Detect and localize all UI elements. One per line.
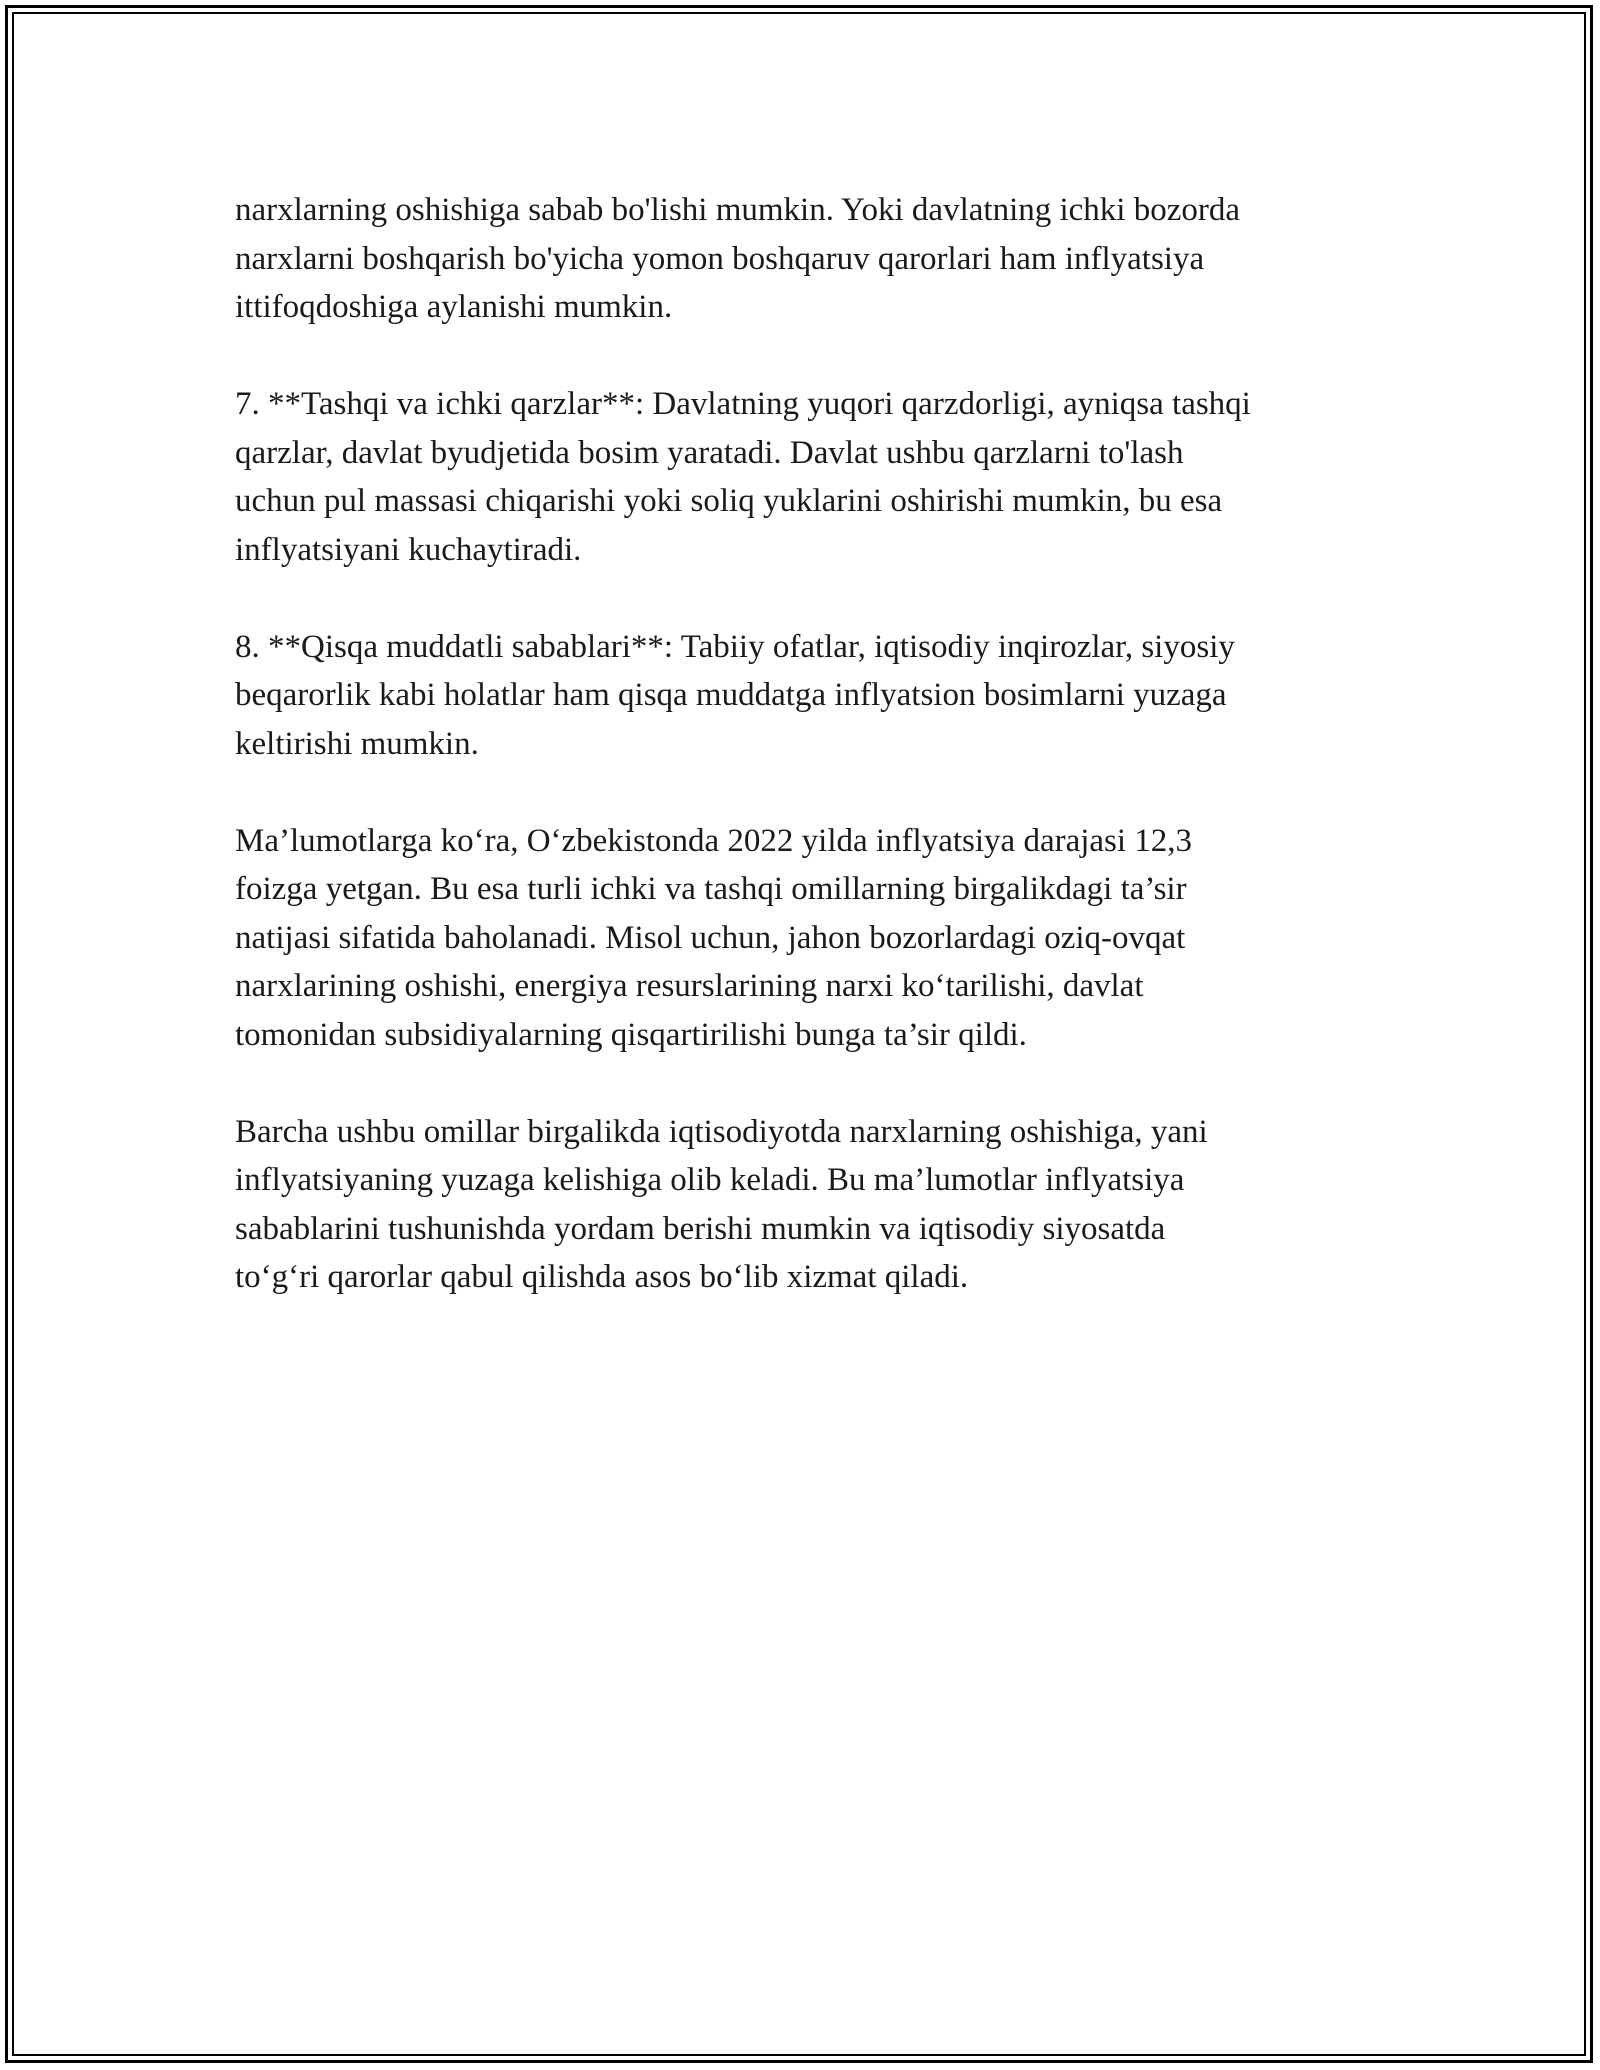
- paragraph-continuation: narxlarning oshishiga sabab bo'lishi mumkin. Yoki davlatning ichki bozorda narxlarni boshqarish bo'yicha yomon boshqaruv qarorlari ham inflyatsiya ittifoqdoshiga aylanishi mumkin.: [235, 192, 1241, 325]
- paragraph-item-8: 8. **Qisqa muddatli sabablari**: Tabiiy ofatlar, iqtisodiy inqirozlar, siyosiy beqarorlik kabi holatlar ham qisqa muddatga inflyatsion bosimlarni yuzaga keltirishi mumkin.: [235, 628, 1235, 762]
- document-body: [235, 186, 1375, 1350]
- paragraph-conclusion: Barcha ushbu omillar birgalikda iqtisodiyotda narxlarning oshishiga, yani inflyatsiyaning yuzaga kelishiga olib keladi. Bu ma’lumotlar inflyatsiya sabablarini tushunishda yordam berishi mumkin va iqtisodiy siyosatda to‘g‘ri qarorlar qabul qilishda asos bo‘lib xizmat qiladi.: [235, 1113, 1208, 1295]
- paragraph-item-7: 7. **Tashqi va ichki qarzlar**: Davlatning yuqori qarzdorligi, ayniqsa tashqi qarzlar, davlat byudjetida bosim yaratadi. Davlat ushbu qarzlarni to'lash uchun pul massasi chiqarishi yoki soliq yuklarini oshirishi mumkin, bu esa inflyatsiyani kuchaytiradi.: [235, 386, 1251, 568]
- paragraph-statistics: Ma’lumotlarga ko‘ra, O‘zbekistonda 2022 yilda inflyatsiya darajasi 12,3 foizga yetgan. Bu esa turli ichki va tashqi omillarning birgalikdagi ta’sir natijasi sifatida baholanadi. Misol uchun, jahon bozorlardagi oziq-ovqat narxlarining oshishi, energiya resurslarining narxi ko‘tarilishi, davlat tomonidan subsidiyalarning qisqartirilishi bunga ta’sir qildi.: [235, 822, 1193, 1053]
